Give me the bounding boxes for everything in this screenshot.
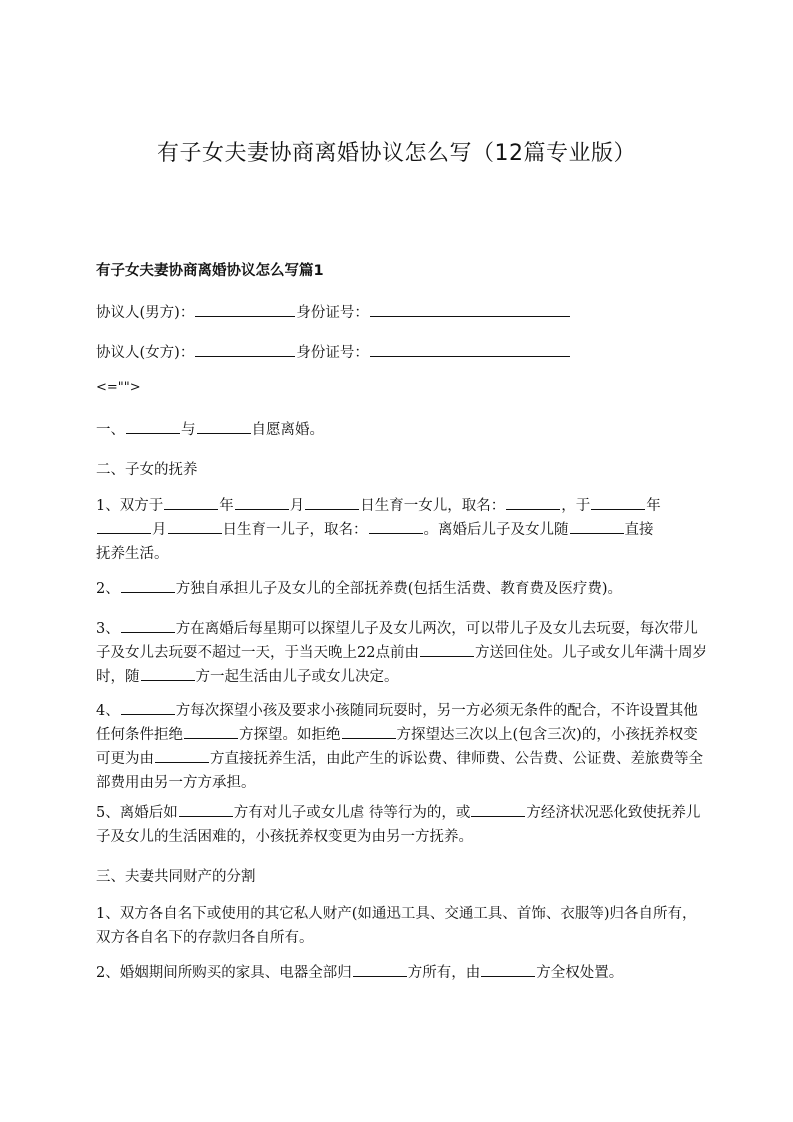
item-3-2: 2、婚姻期间所购买的家具、电器全部归 方所有，由 方全权处置。 [96,961,706,985]
blank-field [197,419,251,434]
party-female-line [96,341,706,365]
blank-field [141,666,195,681]
blank-field [179,802,233,817]
blank-field [370,342,570,357]
party-male-label: 协议人(男方)： [96,305,195,321]
blank-field [342,724,396,739]
blank-field [184,724,238,739]
blank-field [97,519,151,534]
blank-field [126,419,180,434]
blank-field [570,519,624,534]
clause-1-prefix: 一、 [96,422,125,438]
clause-1 [96,418,706,442]
blank-field [195,302,295,317]
blank-field [121,618,175,633]
clause-1-suffix: 自愿离婚。 [251,422,324,438]
blank-field [506,495,560,510]
blank-field [420,642,474,657]
heading-3: 三、夫妻共同财产的分割 [96,869,256,885]
document-title: 有子女夫妻协商离婚协议怎么写（12篇专业版） [157,141,636,166]
odd-marker: <=""> [96,380,141,395]
blank-field [121,700,175,715]
item-2-4: 4、 方每次探望小孩及要求小孩随同玩耍时，另一方必须无条件的配合，不许设置其他任何条件拒绝 方探望。如拒绝 方探望达三次以上(包含三次)的，小孩抚养权变可更为由 方直接抚养生活，由此产生的诉讼费、律师费、公告费、公证费、差旅费等全部费用由另一方方承担。 [96,699,708,795]
blank-field [370,302,570,317]
blank-field [235,495,289,510]
blank-field [164,495,218,510]
item-2-1: 1、双方于 年 月 日生育一女儿，取名： ，于 年 月 日生育一儿子，取名： 。离婚后儿子及女儿随 直接 抚养生活。 [96,494,708,566]
blank-field [155,748,209,763]
item-2-3: 3、 方在离婚后每星期可以探望儿子及女儿两次，可以带儿子及女儿去玩耍，每次带儿子及女儿去玩耍不超过一天，于当天晚上22点前由 方送回住处。儿子或女儿年满十周岁时，随 方一起生活由儿子或女儿决定。 [96,617,708,689]
item-2-5: 5、离婚后如 方有对儿子或女儿虐 待等行为的，或 方经济状况恶化致使抚养儿子及女儿的生活困难的，小孩抚养权变更为由另一方抚养。 [96,801,708,849]
heading-2: 二、子女的抚养 [96,462,198,478]
id-label: 身份证号： [296,305,369,321]
section-heading: 有子女夫妻协商离婚协议怎么写篇1 [96,263,324,279]
clause-1-middle: 与 [181,422,196,438]
blank-field [195,342,295,357]
blank-field [471,802,525,817]
blank-field [121,578,175,593]
blank-field [168,519,222,534]
blank-field [369,519,423,534]
blank-field [591,495,645,510]
blank-field [353,962,407,977]
blank-field [481,962,535,977]
item-3-1: 1、双方各自名下或使用的其它私人财产(如通迅工具、交通工具、首饰、衣服等)归各自所有，双方各自名下的存款归各自所有。 [96,906,697,946]
blank-field [305,495,359,510]
party-male-line [96,301,706,325]
item-2-2: 2、 方独自承担儿子及女儿的全部抚养费(包括生活费、教育费及医疗费)。 [96,577,706,601]
party-female-label: 协议人(女方)： [96,345,195,361]
id-label: 身份证号： [296,345,369,361]
